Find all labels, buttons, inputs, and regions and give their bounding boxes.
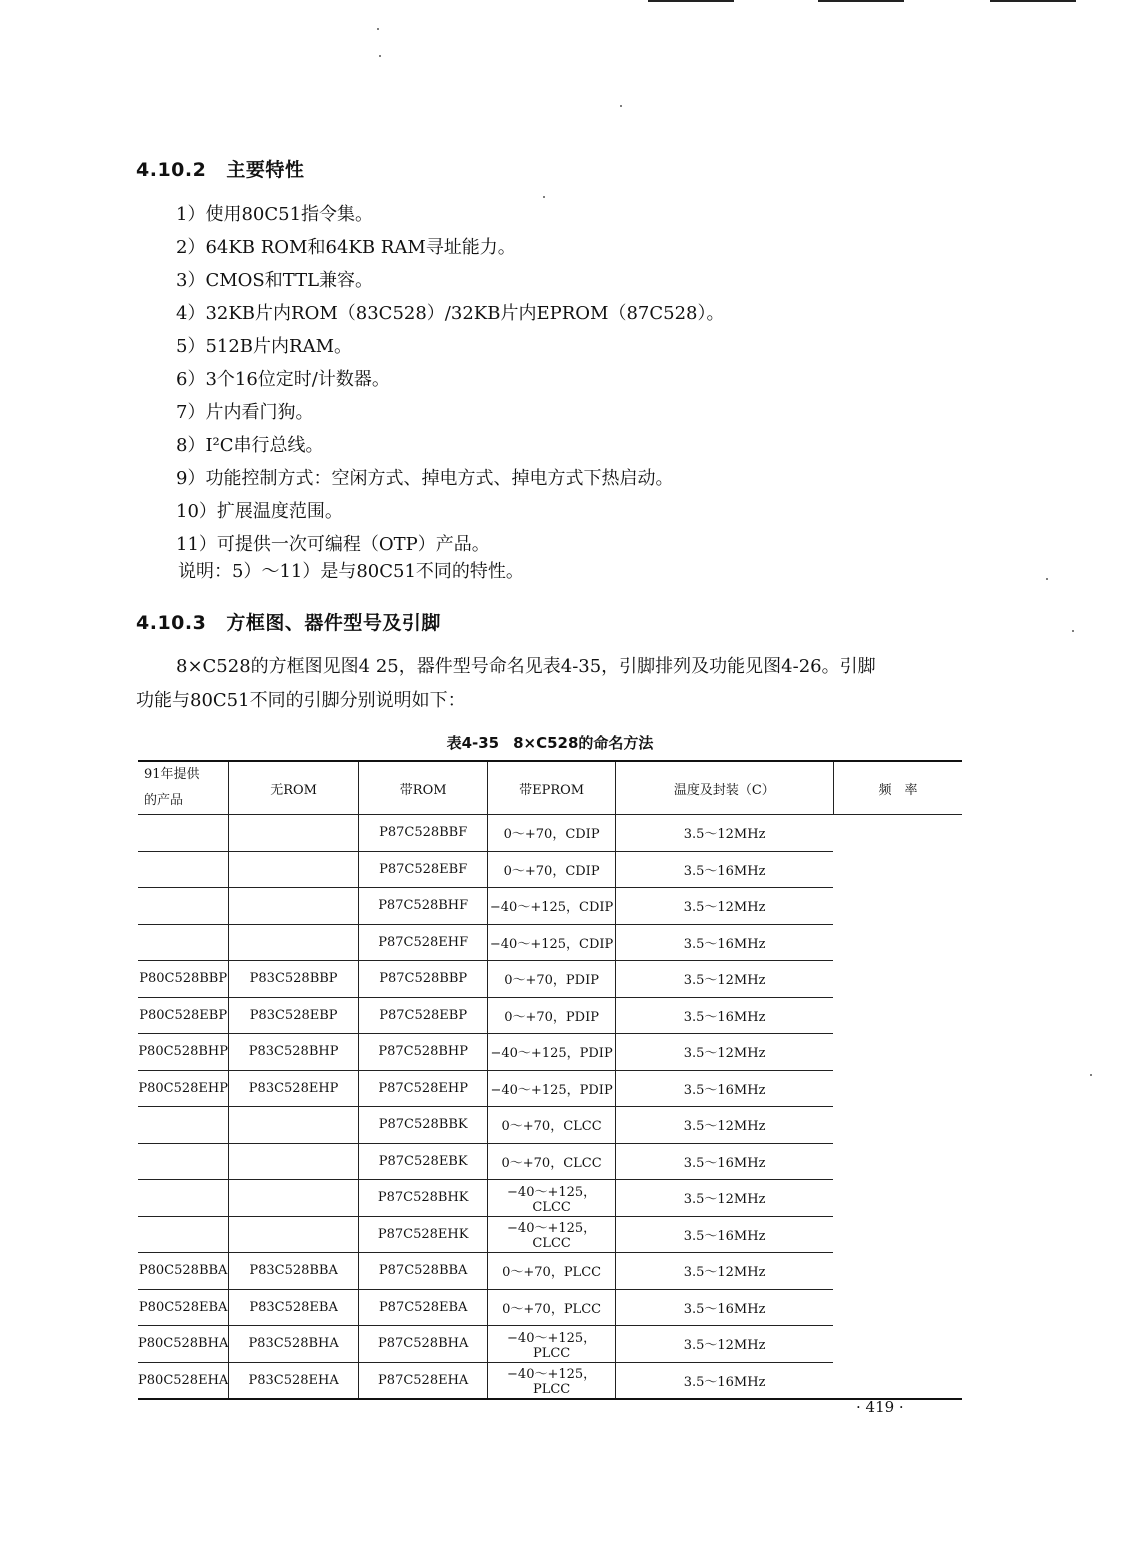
column-header: 温度及封装（C） — [615, 761, 833, 815]
table-row — [138, 1216, 962, 1253]
table-cell-rom — [229, 1180, 359, 1217]
table-cell-eprom: P87C528EHF — [358, 924, 488, 961]
table-row — [138, 961, 962, 998]
table-row — [138, 1180, 962, 1217]
table-cell-eprom: P87C528BBP — [358, 961, 488, 998]
table-cell-rom: P83C528EBA — [229, 1289, 359, 1326]
table-cell-eprom: P87C528EBA — [358, 1289, 488, 1326]
table-cell-freq: 3.5～16MHz — [615, 851, 833, 888]
table-cell-rom — [229, 1216, 359, 1253]
section-title: 主要特性 — [226, 159, 305, 181]
feature-item: 5）512B片内RAM。 — [176, 336, 353, 357]
table-row — [138, 924, 962, 961]
table-cell-temp: −40～+125，CDIP — [488, 888, 615, 925]
table-cell-eprom: P87C528EBP — [358, 997, 488, 1034]
table-cell-rom — [229, 888, 359, 925]
table-cell-temp: −40～+125，PLCC — [488, 1326, 615, 1363]
table-cell-temp: 0～+70，CLCC — [488, 1143, 615, 1180]
table-cell-rom: P83C528EHP — [229, 1070, 359, 1107]
table-row — [138, 1362, 962, 1399]
table-cell-no-rom — [138, 1216, 229, 1253]
table-cell-rom — [229, 851, 359, 888]
table-cell-temp: 0～+70，CDIP — [488, 851, 615, 888]
section-number: 4.10.2 — [136, 159, 207, 181]
body-paragraph — [136, 650, 966, 718]
table-cell-temp: 0～+70，PLCC — [488, 1289, 615, 1326]
table-cell-eprom: P87C528BHA — [358, 1326, 488, 1363]
table-row — [138, 1034, 962, 1071]
table-cell-freq: 3.5～16MHz — [615, 1070, 833, 1107]
table-cell-freq: 3.5～16MHz — [615, 997, 833, 1034]
top-rule-fragment — [990, 0, 1076, 2]
table-cell-freq: 3.5～16MHz — [615, 1216, 833, 1253]
table-cell-rom — [229, 924, 359, 961]
table-body — [138, 815, 962, 1400]
table-cell-no-rom: P80C528EBA — [138, 1289, 229, 1326]
table-title: 8×C528的命名方法 — [513, 734, 654, 752]
paragraph-line: 功能与80C51不同的引脚分别说明如下： — [136, 690, 466, 711]
table-cell-temp: 0～+70，PDIP — [488, 997, 615, 1034]
column-header: 带EPROM — [488, 761, 615, 815]
table-cell-rom — [229, 815, 359, 852]
feature-item: 7）片内看门狗。 — [176, 402, 314, 423]
table-cell-freq: 3.5～12MHz — [615, 1180, 833, 1217]
table-cell-no-rom — [138, 851, 229, 888]
table-cell-temp: −40～+125，PLCC — [488, 1362, 615, 1399]
table-cell-no-rom: P80C528BBP — [138, 961, 229, 998]
table-cell-temp: 0～+70，PDIP — [488, 961, 615, 998]
table-cell-freq: 3.5～16MHz — [615, 924, 833, 961]
section-heading-features — [136, 155, 304, 182]
feature-item: 4）32KB片内ROM（83C528）/32KB片内EPROM（87C528）。 — [176, 303, 725, 324]
table-row — [138, 888, 962, 925]
table-cell-temp: −40～+125，CLCC — [488, 1180, 615, 1217]
table-cell-freq: 3.5～12MHz — [615, 888, 833, 925]
table-cell-eprom: P87C528EBK — [358, 1143, 488, 1180]
table-cell-rom: P83C528EBP — [229, 997, 359, 1034]
feature-list — [176, 198, 724, 561]
table-cell-no-rom: P80C528BBA — [138, 1253, 229, 1290]
section-number: 4.10.3 — [136, 612, 207, 634]
table-cell-eprom: P87C528EHP — [358, 1070, 488, 1107]
table-cell-freq: 3.5～12MHz — [615, 815, 833, 852]
table-row — [138, 1107, 962, 1144]
table-cell-no-rom — [138, 888, 229, 925]
scan-speck — [1072, 630, 1074, 632]
table-cell-freq: 3.5～16MHz — [615, 1143, 833, 1180]
table-cell-temp: −40～+125，PDIP — [488, 1034, 615, 1071]
table-cell-rom: P83C528BHP — [229, 1034, 359, 1071]
paragraph-line: 8×C528的方框图见图4 25，器件型号命名见表4-35，引脚排列及功能见图4-26。引脚 — [176, 656, 876, 677]
table-cell-freq: 3.5～12MHz — [615, 1253, 833, 1290]
table-cell-freq: 3.5～12MHz — [615, 1107, 833, 1144]
table-cell-eprom: P87C528EHK — [358, 1216, 488, 1253]
table-cell-freq: 3.5～16MHz — [615, 1289, 833, 1326]
table-header-row — [138, 761, 962, 815]
scan-speck — [377, 28, 379, 30]
table-cell-freq: 3.5～12MHz — [615, 961, 833, 998]
feature-item: 9）功能控制方式：空闲方式、掉电方式、掉电方式下热启动。 — [176, 468, 674, 489]
table-cell-freq: 3.5～12MHz — [615, 1326, 833, 1363]
table-cell-no-rom — [138, 1107, 229, 1144]
table-cell-temp: −40～+125，PDIP — [488, 1070, 615, 1107]
table-cell-eprom: P87C528BHK — [358, 1180, 488, 1217]
table-cell-no-rom: P80C528EBP — [138, 997, 229, 1034]
table-cell-eprom: P87C528BHP — [358, 1034, 488, 1071]
scan-speck — [1090, 1074, 1092, 1076]
table-cell-no-rom — [138, 1180, 229, 1217]
feature-item: 11）可提供一次可编程（OTP）产品。 — [176, 534, 490, 555]
table-row — [138, 1143, 962, 1180]
top-rule-fragment — [648, 0, 734, 2]
section-title: 方框图、器件型号及引脚 — [226, 612, 441, 634]
section-heading-block-diagram — [136, 608, 441, 635]
table-cell-temp: −40～+125，CDIP — [488, 924, 615, 961]
table-row — [138, 997, 962, 1034]
feature-note: 说明：5）～11）是与80C51不同的特性。 — [178, 561, 524, 582]
table-cell-rom: P83C528BBP — [229, 961, 359, 998]
table-cell-no-rom: P80C528EHP — [138, 1070, 229, 1107]
table-cell-temp: 0～+70，CDIP — [488, 815, 615, 852]
table-cell-temp: 0～+70，CLCC — [488, 1107, 615, 1144]
feature-item: 1）使用80C51指令集。 — [176, 204, 374, 225]
feature-item: 10）扩展温度范围。 — [176, 501, 343, 522]
table-cell-temp: 0～+70，PLCC — [488, 1253, 615, 1290]
column-header: 带ROM — [358, 761, 488, 815]
top-rule-fragment — [818, 0, 904, 2]
table-cell-freq: 3.5～12MHz — [615, 1034, 833, 1071]
table-cell-eprom: P87C528BBK — [358, 1107, 488, 1144]
table-cell-freq: 3.5～16MHz — [615, 1362, 833, 1399]
table-cell-eprom: P87C528EBF — [358, 851, 488, 888]
table-cell-eprom: P87C528BHF — [358, 888, 488, 925]
table-row — [138, 1070, 962, 1107]
table-cell-temp: −40～+125，CLCC — [488, 1216, 615, 1253]
table-cell-no-rom: P80C528BHA — [138, 1326, 229, 1363]
table-cell-no-rom — [138, 1143, 229, 1180]
table-caption — [136, 732, 964, 753]
naming-table — [138, 760, 962, 1400]
table-cell-eprom: P87C528BBA — [358, 1253, 488, 1290]
feature-item: 8）I²C串行总线。 — [176, 435, 324, 456]
table-cell-rom: P83C528EHA — [229, 1362, 359, 1399]
feature-item: 6）3个16位定时/计数器。 — [176, 369, 390, 390]
table-number: 表4-35 — [446, 734, 500, 752]
page-number: · 419 · — [856, 1398, 904, 1416]
table-cell-rom: P83C528BBA — [229, 1253, 359, 1290]
table-cell-rom — [229, 1143, 359, 1180]
table-cell-rom: P83C528BHA — [229, 1326, 359, 1363]
scan-speck — [379, 55, 381, 57]
column-header: 频 率 — [833, 761, 962, 815]
table-row — [138, 1289, 962, 1326]
table-cell-eprom: P87C528BBF — [358, 815, 488, 852]
table-cell-rom — [229, 1107, 359, 1144]
table-cell-no-rom — [138, 815, 229, 852]
scan-speck — [1046, 578, 1048, 580]
table-row — [138, 1253, 962, 1290]
feature-item: 2）64KB ROM和64KB RAM寻址能力。 — [176, 237, 516, 258]
table-row — [138, 851, 962, 888]
table-cell-eprom: P87C528EHA — [358, 1362, 488, 1399]
table-cell-no-rom — [138, 924, 229, 961]
group-label-cell — [138, 761, 229, 815]
scan-speck — [620, 105, 622, 107]
table-cell-no-rom: P80C528EHA — [138, 1362, 229, 1399]
table-cell-no-rom: P80C528BHP — [138, 1034, 229, 1071]
feature-item: 3）CMOS和TTL兼容。 — [176, 270, 374, 291]
table-row — [138, 1326, 962, 1363]
table-row — [138, 815, 962, 852]
group-label: 91年提供的产品 — [144, 767, 200, 808]
column-header: 无ROM — [229, 761, 359, 815]
